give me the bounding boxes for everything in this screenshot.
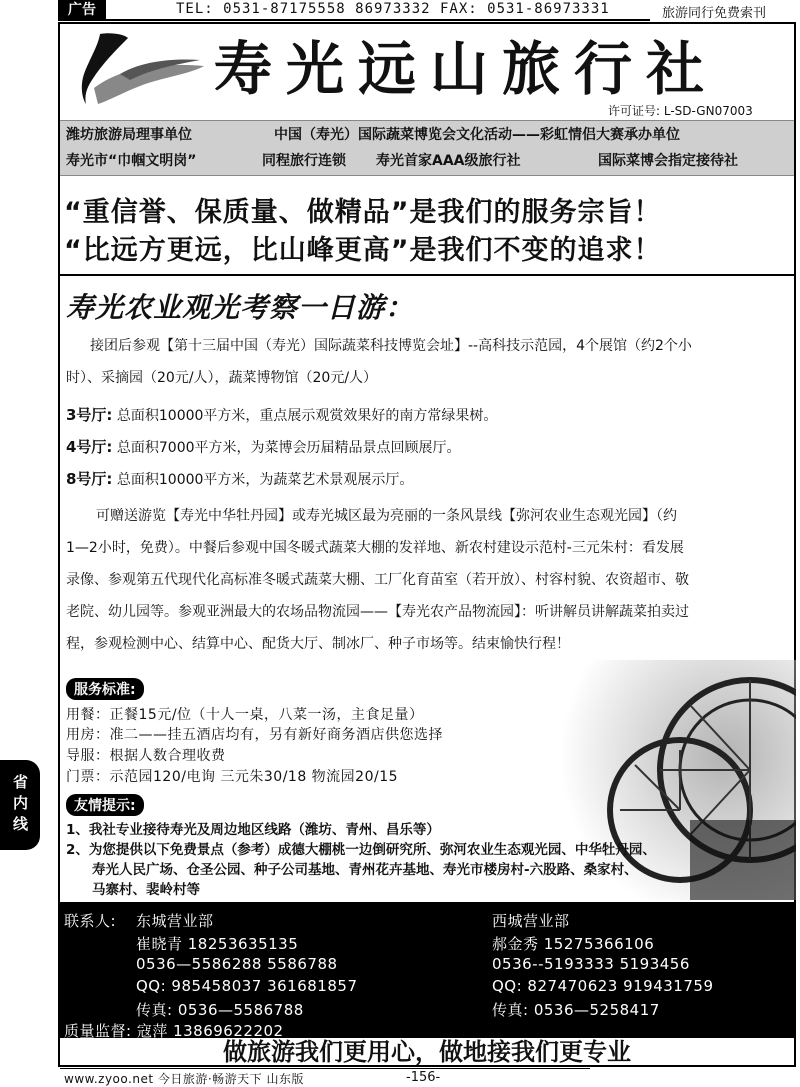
header-rule: [58, 19, 650, 21]
ad-tag: 广告: [58, 0, 106, 20]
header-contact: TEL: 0531-87175558 86973332 FAX: 0531-86973331: [176, 1, 610, 17]
tour-paragraph: 录像、参观第五代现代化高标准冬暖式蔬菜大棚、工厂化育苗室（若开放）、村容村貌、农资超市、敬: [66, 572, 689, 588]
service-title: 服务标准:: [66, 678, 144, 700]
west-phone: 0536--5193333 5193456: [492, 955, 690, 973]
footer-slogan: 做旅游我们更用心，做地接我们更专业: [223, 1038, 631, 1066]
page-number: -156-: [406, 1070, 441, 1085]
tour-intro: 时）、采摘园（20元/人），蔬菜博物馆（20元/人）: [66, 370, 378, 386]
east-qq: QQ: 985458037 361681857: [136, 977, 358, 995]
east-person: 崔晓青 18253635135: [136, 935, 299, 953]
tip-item: 2、为您提供以下免费景点（参考）成德大棚桃一边倒研究所、弥河农业生态观光园、中华牡丹园、: [66, 842, 656, 858]
west-dept: 西城营业部: [492, 912, 570, 930]
contacts-label: 联系人:: [64, 912, 117, 930]
footer-site: www.zyoo.net 今日旅游·畅游天下 山东版: [64, 1072, 304, 1086]
slogan-line: “比远方更远，比山峰更高”是我们不变的追求！: [64, 235, 662, 266]
tips-title: 友情提示:: [66, 794, 144, 816]
hall-item: [66, 436, 461, 457]
east-dept: 东城营业部: [136, 912, 214, 930]
hall-name: 4号厅:: [66, 438, 113, 456]
region-side-tab: 省内线: [0, 760, 40, 850]
hall-name: 3号厅:: [66, 406, 113, 424]
credential-item: 潍坊旅游局理事单位: [66, 127, 192, 143]
hall-item: [66, 468, 413, 489]
hall-desc: 总面积10000平方米，重点展示观赏效果好的南方常绿果树。: [116, 408, 498, 424]
hall-name: 8号厅:: [66, 470, 113, 488]
credential-item: 同程旅行连锁: [262, 153, 346, 169]
credential-item: 寿光市“巾帼文明岗”: [66, 153, 197, 169]
credential-item: 中国（寿光）国际蔬菜博览会文化活动——彩虹情侣大赛承办单位: [274, 127, 680, 143]
section-divider: [60, 274, 794, 276]
tip-item: 寿光人民广场、仓圣公园、种子公司基地、青州花卉基地、寿光市楼房村-六股路、桑家村、: [92, 862, 638, 878]
tour-intro: 接团后参观【第十三届中国（寿光）国际蔬菜科技博览会址】--高科技示范园，4个展馆（约2个小: [90, 338, 692, 354]
west-person: 郝金秀 15275366106: [492, 935, 655, 953]
east-fax: 传真: 0536—5586788: [136, 1001, 304, 1019]
service-item: 门票：示范园120/电询 三元朱30/18 物流园20/15: [66, 769, 399, 785]
service-item: 用餐：正餐15元/位（十人一桌，八菜一汤，主食足量）: [66, 707, 424, 723]
tip-item: 马寨村、裴岭村等: [92, 882, 200, 898]
footer-rule: [60, 1068, 590, 1069]
credential-item: 国际菜博会指定接待社: [598, 153, 738, 169]
index-label: 旅游同行免费索刊: [662, 6, 767, 21]
quality-supervision: 质量监督: 寇萍 13869622202: [64, 1022, 284, 1040]
tour-paragraph: 可赠送游览【寿光中华牡丹园】或寿光城区最为亮丽的一条风景线【弥河农业生态观光园】（约: [96, 508, 677, 524]
service-item: 用房：准二——挂五酒店均有，另有新好商务酒店供您选择: [66, 727, 443, 743]
tour-title: 寿光农业观光考察一日游：: [66, 291, 415, 324]
credential-item: 寿光首家AAA级旅行社: [376, 153, 521, 169]
hall-desc: 总面积7000平方米，为菜博会历届精品景点回顾展厅。: [116, 440, 461, 456]
tour-paragraph: 老院、幼儿园等。参观亚洲最大的农场品物流园——【寿光农产品物流园】：听讲解员讲解蔬菜拍卖过: [66, 604, 689, 620]
license-number: 许可证号: L-SD-GN07003: [608, 104, 753, 118]
hall-desc: 总面积10000平方米，为蔬菜艺术景观展示厅。: [116, 472, 414, 488]
service-item: 导服：根据人数合理收费: [66, 748, 226, 764]
tour-paragraph: 1—2小时，免费）。中餐后参观中国冬暖式蔬菜大棚的发祥地、新农村建设示范村-三元朱村：看发展: [66, 540, 684, 556]
west-qq: QQ: 827470623 919431759: [492, 977, 714, 995]
west-fax: 传真: 0536—5258417: [492, 1001, 660, 1019]
tour-paragraph: 程，参观检测中心、结算中心、配货大厅、制冰厂、种子市场等。结束愉快行程！: [66, 636, 570, 652]
hall-item: [66, 404, 497, 425]
agency-name: 寿光远山旅行社: [214, 35, 719, 103]
tip-item: 1、我社专业接待寿光及周边地区线路（潍坊、青州、昌乐等）: [66, 822, 440, 838]
agency-logo: [80, 28, 208, 112]
slogan-line: “重信誉、保质量、做精品”是我们的服务宗旨！: [64, 197, 662, 228]
east-phone: 0536—5586288 5586788: [136, 955, 338, 973]
